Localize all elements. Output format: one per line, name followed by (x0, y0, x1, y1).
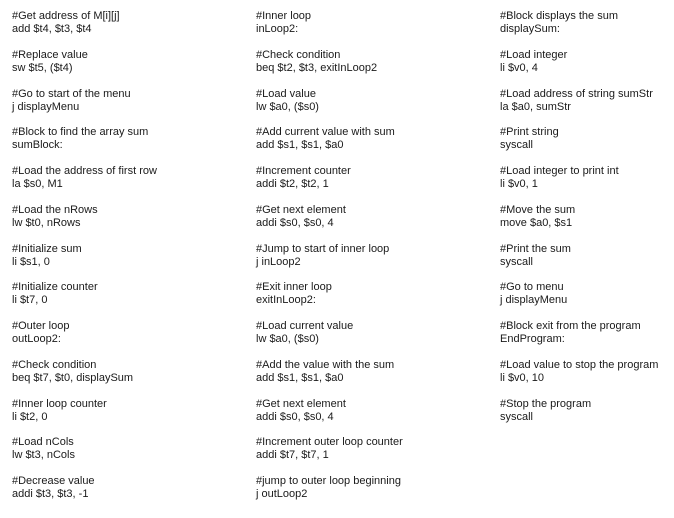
code-block (12, 204, 157, 243)
code-comment: #Move the sum (500, 203, 576, 216)
code-column-2 (256, 10, 403, 514)
code-comment: #Outer loop (12, 320, 70, 332)
code-block (500, 243, 658, 282)
code-comment: #Load the nRows (12, 203, 98, 216)
code-instruction: add $t4, $t3, $t4 (12, 23, 92, 35)
code-block (500, 126, 658, 165)
code-comment: #Initialize counter (12, 281, 98, 294)
code-block (12, 436, 157, 475)
code-block (256, 281, 403, 320)
code-comment: #Load the address of first row (12, 165, 157, 177)
code-instruction: syscall (500, 255, 534, 268)
code-instruction: la $s0, M1 (12, 178, 63, 190)
code-instruction: outLoop2: (12, 333, 61, 345)
code-column-3 (500, 10, 658, 436)
code-instruction: li $v0, 10 (500, 371, 545, 384)
code-instruction: lw $a0, ($s0) (256, 100, 319, 113)
code-comment: #Load value to stop the program (500, 358, 659, 371)
code-block (256, 126, 403, 165)
code-block (256, 243, 403, 282)
code-instruction: sumBlock: (12, 139, 63, 152)
code-block (12, 88, 157, 127)
code-comment: #Increment outer loop counter (256, 436, 403, 449)
code-block (500, 10, 658, 49)
code-comment: #Get next element (256, 397, 346, 410)
code-instruction: sw $t5, ($t4) (12, 61, 73, 74)
code-instruction: addi $t7, $t7, 1 (256, 449, 329, 462)
code-block (12, 10, 157, 49)
code-instruction: addi $s0, $s0, 4 (256, 216, 334, 229)
code-block (12, 126, 157, 165)
code-block (500, 204, 658, 243)
code-instruction: la $a0, sumStr (500, 100, 571, 113)
code-block (256, 10, 403, 49)
code-instruction: add $s1, $s1, $a0 (256, 139, 344, 152)
code-block (256, 398, 403, 437)
code-instruction: addi $s0, $s0, 4 (256, 410, 334, 423)
code-instruction: EndProgram: (500, 333, 565, 345)
code-instruction: j displayMenu (12, 100, 80, 113)
code-comment: #Go to menu (500, 281, 564, 294)
code-block (12, 398, 157, 437)
code-comment: #Increment counter (256, 165, 351, 177)
code-comment: #Exit inner loop (256, 281, 332, 294)
code-instruction: j inLoop2 (256, 255, 301, 268)
code-comment: #Check condition (12, 358, 97, 371)
code-block (256, 320, 403, 359)
code-instruction: inLoop2: (256, 23, 299, 35)
code-instruction: add $s1, $s1, $a0 (256, 371, 344, 384)
code-block (256, 88, 403, 127)
code-comment: #Print the sum (500, 242, 571, 255)
code-comment: #jump to outer loop beginning (256, 475, 401, 487)
code-block (500, 320, 658, 359)
code-comment: #Load nCols (12, 436, 74, 449)
code-block (12, 165, 157, 204)
code-block (500, 165, 658, 204)
code-block (500, 398, 658, 437)
code-block (256, 436, 403, 475)
code-instruction: syscall (500, 139, 534, 152)
code-block (256, 49, 403, 88)
code-comment: #Check condition (256, 48, 341, 61)
code-comment: #Load address of string sumStr (500, 87, 653, 100)
code-instruction: lw $t0, nRows (12, 216, 81, 229)
code-block (500, 359, 658, 398)
code-instruction: li $s1, 0 (12, 255, 50, 268)
code-block (12, 320, 157, 359)
code-comment: #Decrease value (12, 475, 95, 487)
code-block (500, 281, 658, 320)
code-instruction: li $v0, 4 (500, 61, 538, 74)
code-block (256, 204, 403, 243)
code-comment: #Block to find the array sum (12, 126, 149, 139)
code-instruction: beq $t2, $t3, exitInLoop2 (256, 61, 378, 74)
code-block (500, 49, 658, 88)
code-instruction: li $v0, 1 (500, 178, 538, 190)
code-block (12, 49, 157, 88)
code-comment: #Replace value (12, 48, 88, 61)
code-instruction: displaySum: (500, 23, 560, 35)
code-comment: #Add the value with the sum (256, 358, 395, 371)
code-block (12, 359, 157, 398)
code-instruction: li $t2, 0 (12, 410, 48, 423)
code-comment: #Jump to start of inner loop (256, 242, 390, 255)
code-comment: #Load value (256, 87, 316, 100)
code-comment: #Load integer (500, 48, 568, 61)
code-instruction: syscall (500, 410, 534, 423)
code-comment: #Go to start of the menu (12, 87, 131, 100)
code-comment: #Block displays the sum (500, 10, 618, 22)
code-block (256, 475, 403, 514)
code-comment: #Load integer to print int (500, 165, 619, 177)
code-instruction: exitInLoop2: (256, 294, 316, 307)
code-comment: #Inner loop counter (12, 397, 107, 410)
code-block (256, 165, 403, 204)
code-block (12, 281, 157, 320)
code-instruction: beq $t7, $t0, displaySum (12, 371, 134, 384)
code-block (500, 88, 658, 127)
code-instruction: j outLoop2 (256, 488, 308, 500)
code-column-1 (12, 10, 157, 514)
code-block (12, 475, 157, 514)
code-comment: #Get next element (256, 203, 346, 216)
code-instruction: j displayMenu (500, 294, 568, 307)
code-block (12, 243, 157, 282)
code-instruction: move $a0, $s1 (500, 216, 573, 229)
code-block (256, 359, 403, 398)
code-instruction: lw $t3, nCols (12, 449, 75, 462)
code-comment: #Inner loop (256, 10, 312, 22)
code-comment: #Load current value (256, 320, 354, 332)
code-comment: #Print string (500, 126, 559, 139)
code-instruction: addi $t2, $t2, 1 (256, 178, 329, 190)
code-comment: #Initialize sum (12, 242, 82, 255)
code-instruction: li $t7, 0 (12, 294, 48, 307)
code-comment: #Stop the program (500, 397, 592, 410)
code-comment: #Get address of M[i][j] (12, 10, 120, 22)
code-instruction: lw $a0, ($s0) (256, 333, 319, 345)
code-comment: #Block exit from the program (500, 320, 641, 332)
code-comment: #Add current value with sum (256, 126, 395, 139)
code-instruction: addi $t3, $t3, -1 (12, 488, 89, 500)
